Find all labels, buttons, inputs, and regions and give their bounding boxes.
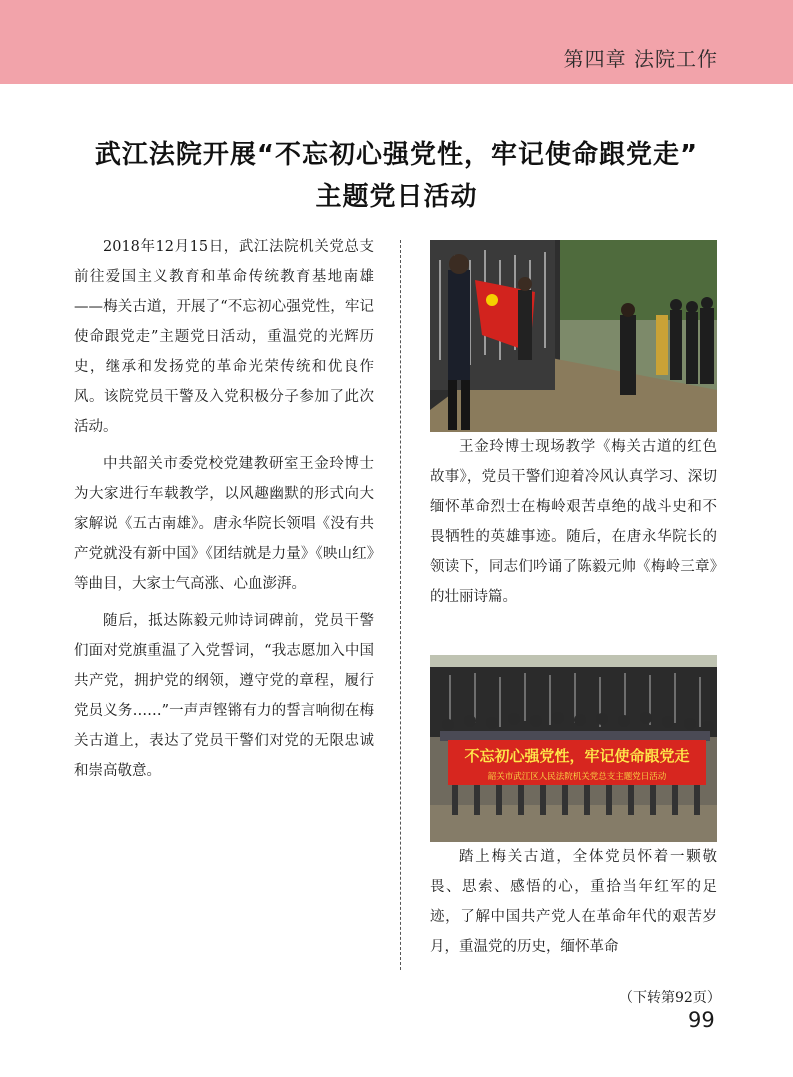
photo-oath-ceremony (430, 240, 717, 432)
right-column-bottom (430, 842, 717, 962)
left-column (74, 232, 374, 793)
column-divider (400, 240, 401, 970)
banner-text-1: 不忘初心强党性，牢记使命跟党走 (464, 747, 690, 765)
paragraph-3: 随后，抵达陈毅元帅诗词碑前，党员干警们面对党旗重温了入党誓词，“我志愿加入中国共产党，拥护党的纲领，遵守党的章程，履行党员义务……”一声声铿锵有力的誓言响彻在梅关古道上，表达了党员干警们对党的无限忠诚和崇高敬意。 (74, 613, 374, 779)
paragraph-1: 2018年12月15日，武江法院机关党总支前往爱国主义教育和革命传统教育基地南雄——梅关古道，开展了“不忘初心强党性，牢记使命跟党走”主题党日活动，重温党的光辉历史，继承和发扬党的革命光荣传统和优良作风。该院党员干警及入党积极分子参加了此次活动。 (74, 239, 374, 435)
continued-note: （下转第92页） (619, 990, 721, 1006)
article-title-line-2: 主题党日活动 (315, 182, 478, 212)
article-title (40, 134, 753, 218)
banner-text-2: 韶关市武江区人民法院机关党总支主题党日活动 (487, 772, 667, 782)
article-title-line-1: 武江法院开展“不忘初心强党性，牢记使命跟党走” (94, 140, 699, 170)
photo-group-banner (430, 655, 717, 842)
right-column-top (430, 432, 717, 612)
chapter-title: 第四章 法院工作 (563, 47, 718, 71)
paragraph-4: 王金玲博士现场教学《梅关古道的红色故事》，党员干警们迎着冷风认真学习、深切缅怀革命烈士在梅岭艰苦卓绝的战斗史和不畏牺牲的英雄事迹。随后，在唐永华院长的领读下，同志们吟诵了陈毅元帅《梅岭三章》的壮丽诗篇。 (430, 439, 717, 605)
page-number: 99 (688, 1008, 715, 1032)
paragraph-2: 中共韶关市委党校党建教研室王金玲博士为大家进行车载教学，以风趣幽默的形式向大家解说《五古南雄》。唐永华院长领唱《没有共产党就没有新中国》《团结就是力量》《映山红》等曲目，大家士气高涨、心血澎湃。 (74, 456, 374, 592)
paragraph-5: 踏上梅关古道，全体党员怀着一颗敬畏、思索、感悟的心，重拾当年红军的足迹，了解中国共产党人在革命年代的艰苦岁月，重温党的历史，缅怀革命 (430, 849, 717, 955)
